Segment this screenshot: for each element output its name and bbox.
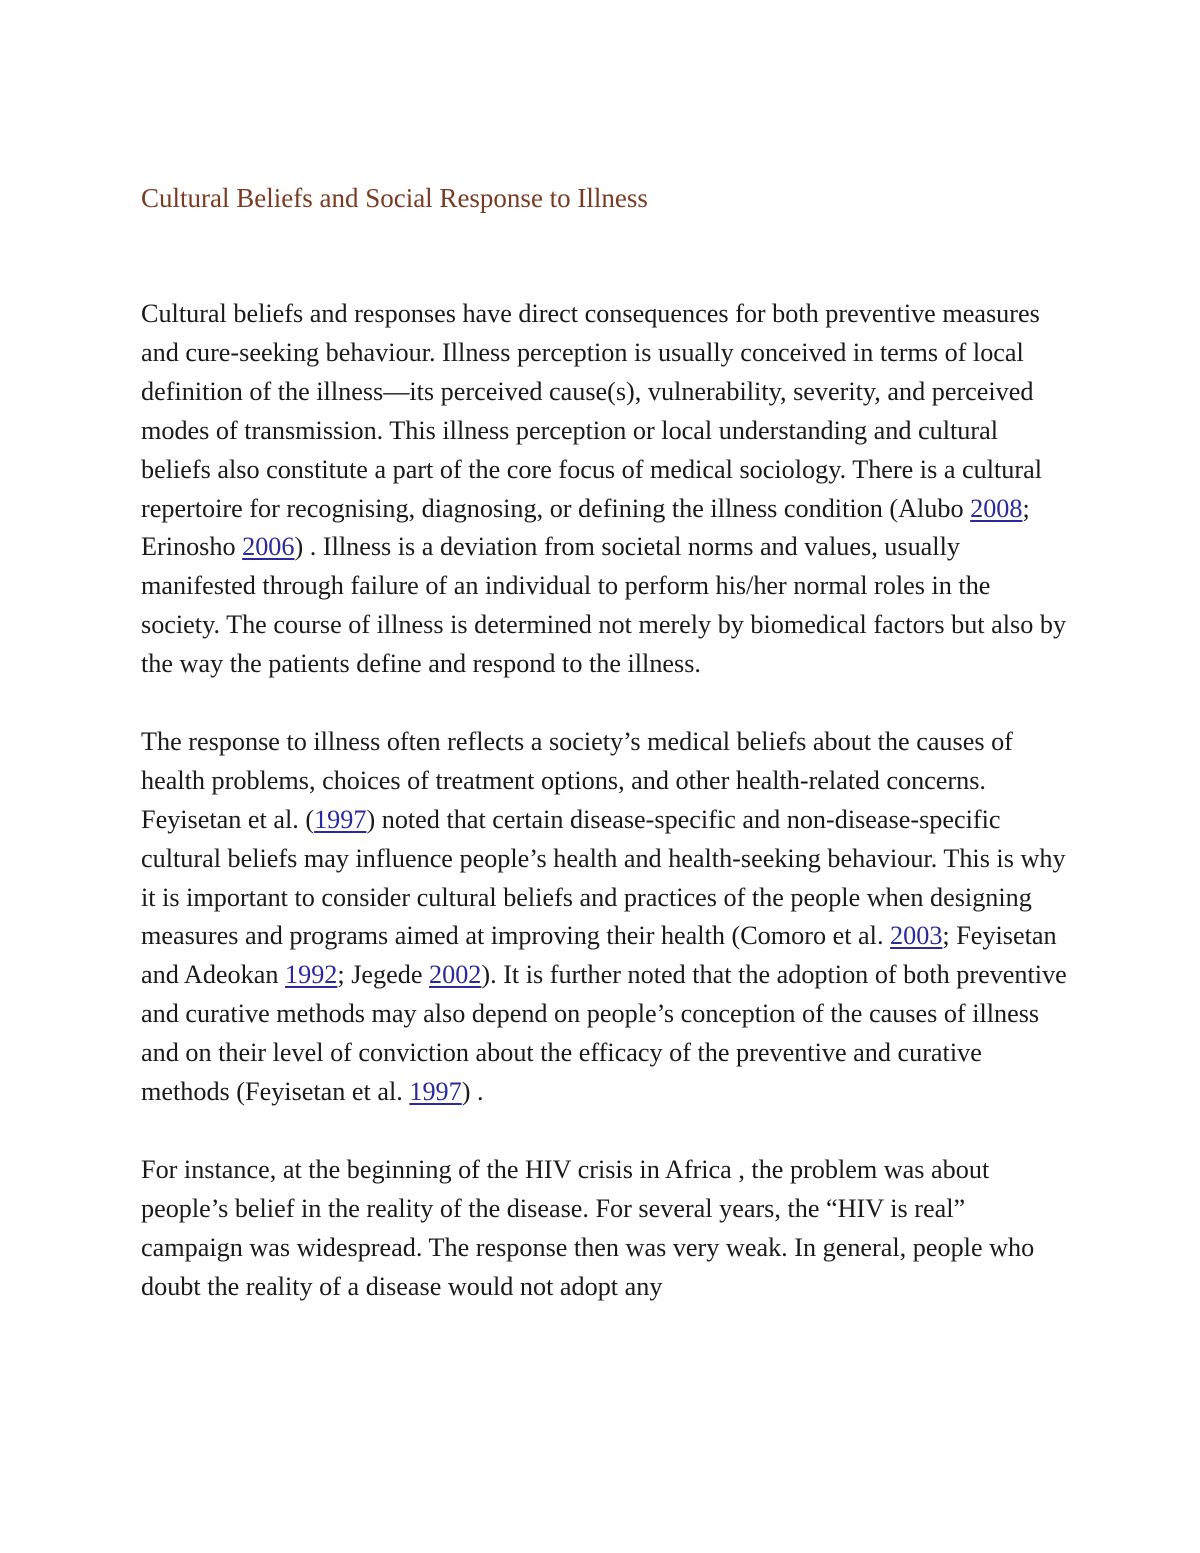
paragraph-2-text-6: ) . xyxy=(461,1077,484,1107)
citation-link-jegede-2002[interactable]: 2002 xyxy=(429,960,482,990)
paragraph-2-text-5: ). It is further noted that the adoption of both preventive and curative methods may also depend on people’s conception of the causes of illness and on their level of conviction about the efficacy of the preventive and curative methods (Feyisetan et al. xyxy=(141,960,1067,1107)
citation-link-feyisetan-1997-second[interactable]: 1997 xyxy=(409,1077,462,1107)
paragraph-1 xyxy=(141,295,1071,684)
document-body xyxy=(141,178,1071,1345)
paragraph-2 xyxy=(141,723,1071,1112)
citation-link-feyisetan-adeokan-1992[interactable]: 1992 xyxy=(285,960,338,990)
citation-link-feyisetan-1997[interactable]: 1997 xyxy=(314,804,367,834)
citation-link-comoro-2003[interactable]: 2003 xyxy=(890,921,943,951)
citation-link-alubo-2008[interactable]: 2008 xyxy=(970,493,1023,523)
paragraph-1-text-1: Cultural beliefs and responses have direct consequences for both preventive measures and cure-seeking behaviour. Illness perception is usually conceived in terms of local definition of the illness—its perceived cause(s), vulnerability, severity, and perceived modes of transmission. This illness perception or local understanding and cultural beliefs also constitute a part of the core focus of medical sociology. There is a cultural repertoire for recognising, diagnosing, or defining the illness condition (Alubo xyxy=(141,299,1042,523)
paragraph-1-text-3: ) . Illness is a deviation from societal norms and values, usually manifested through failure of an individual to perform his/her normal roles in the society. The course of illness is determined not merely by biomedical factors but also by the way the patients define and respond to the illness. xyxy=(141,532,1067,679)
paragraph-3: For instance, at the beginning of the HIV crisis in Africa , the problem was about people’s belief in the reality of the disease. For several years, the “HIV is real” campaign was widespread. The response then was very weak. In general, people who doubt the reality of a disease would not adopt any xyxy=(141,1154,1035,1301)
paragraph-2-text-1: The response to illness often reflects a society’s medical beliefs about the causes of health problems, choices of treatment options, and other health-related concerns. Feyisetan et al. ( xyxy=(141,726,1013,834)
paragraph-1-text-2: ; Erinosho xyxy=(141,493,1030,562)
paragraph-2-text-2: ) noted that certain disease-specific and non-disease-specific cultural beliefs may influence people’s health and health-seeking behaviour. This is why it is important to consider cultural beliefs and practices of the people when designing measures and programs aimed at improving their health (Comoro et al. xyxy=(141,804,1066,951)
paragraph-2-text-4: ; Jegede xyxy=(337,960,429,990)
paragraph-2-text-3: ; Feyisetan and Adeokan xyxy=(141,921,1057,990)
page-title: Cultural Beliefs and Social Response to Illness xyxy=(141,183,648,213)
citation-link-erinosho-2006[interactable]: 2006 xyxy=(242,532,295,562)
